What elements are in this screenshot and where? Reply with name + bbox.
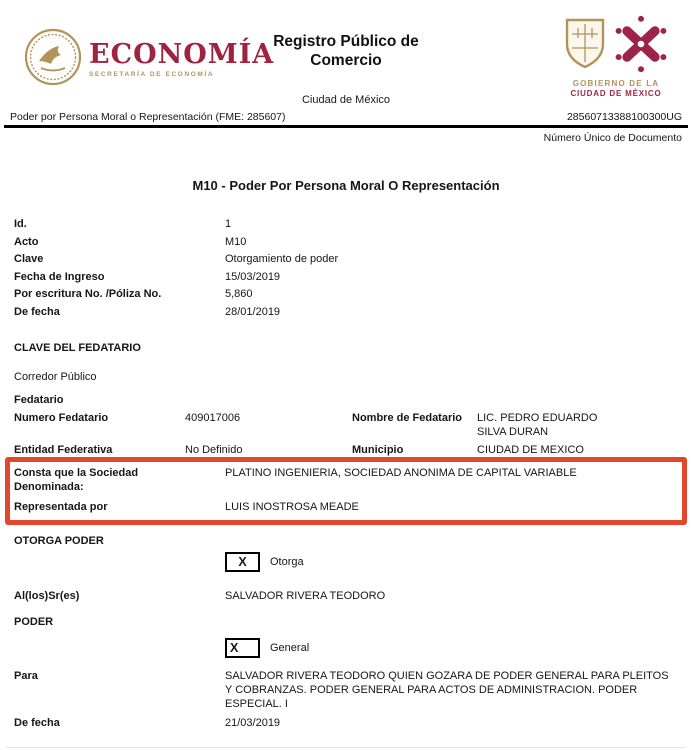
city-subtitle: Ciudad de México [301, 94, 391, 106]
clave-fedatario-heading: CLAVE DEL FEDATARIO [14, 342, 141, 354]
entidad-federativa-label: Entidad Federativa [14, 444, 113, 456]
cdmx-shield-icon [564, 18, 606, 73]
field-label-clave: Clave [14, 253, 44, 265]
cdmx-knot-icon [613, 15, 669, 76]
representada-label: Representada por [14, 501, 108, 513]
de-fecha-label: De fecha [14, 717, 60, 729]
doc-type: Poder por Persona Moral o Representación (FME: 285607) [10, 111, 286, 123]
fedatario-grid [0, 411, 692, 457]
sociedad-value: PLATINO INGENIERIA, SOCIEDAD ANONIMA DE CAPITAL VARIABLE [225, 467, 577, 479]
field-label-escritura: Por escritura No. /Póliza No. [14, 288, 162, 300]
registry-title-line2: Comercio [310, 52, 382, 69]
field-label-acto: Acto [14, 235, 39, 248]
representada-value: LUIS INOSTROSA MEADE [225, 501, 359, 513]
document-body [0, 178, 692, 730]
allos-row [0, 589, 692, 603]
general-checkbox-row [0, 638, 692, 658]
sociedad-row [10, 466, 682, 494]
field-value-de-fecha: 28/01/2019 [225, 305, 281, 318]
otorga-checkbox-row [0, 552, 692, 572]
general-checkbox-label: General [270, 642, 310, 654]
para-label: Para [14, 670, 38, 682]
doc-number-label: Número Único de Documento [543, 132, 682, 144]
cdmx-gobierno-label: GOBIERNO DE LA [572, 79, 660, 88]
de-fecha-row [0, 716, 692, 730]
cdmx-logo [552, 14, 680, 98]
field-label-id: Id. [14, 218, 27, 230]
doc-meta-row [10, 111, 682, 123]
nombre-fedatario-label: Nombre de Fedatario [352, 412, 463, 424]
field-label-de-fecha: De fecha [14, 305, 60, 318]
otorga-poder-heading: OTORGA PODER [14, 535, 104, 547]
economia-wordmark: ECONOMÍA [89, 38, 275, 70]
sociedad-label: Consta que la Sociedad Denominada: [14, 467, 139, 493]
representada-row [10, 500, 682, 514]
allos-label: Al(los)Sr(es) [14, 590, 80, 602]
cdmx-glyphs [552, 14, 680, 76]
fedatario-heading: Fedatario [14, 394, 64, 406]
de-fecha-value: 21/03/2019 [225, 717, 281, 729]
para-row [0, 669, 692, 711]
economia-subtitle: SECRETARÍA DE ECONOMÍA [89, 70, 215, 78]
allos-value: SALVADOR RIVERA TEODORO [225, 590, 386, 602]
field-value-clave: Otorgamiento de poder [225, 253, 339, 265]
field-value-acto: M10 [225, 235, 247, 248]
general-fields [0, 216, 692, 321]
otorga-checkbox: X [225, 552, 260, 572]
municipio-label: Municipio [352, 444, 404, 456]
numero-fedatario-value: 409017006 [185, 412, 241, 424]
bottom-divider [6, 747, 686, 748]
mexico-eagle-seal-icon [24, 28, 82, 89]
field-value-escritura: 5,860 [225, 288, 253, 300]
para-value: SALVADOR RIVERA TEODORO QUIEN GOZARA DE PODER GENERAL PARA PLEITOS Y COBRANZAS. PODER GENERAL PARA ACTOS DE ADMINISTRACION. PODER ESPECIAL. I [225, 670, 669, 710]
section-title: M10 - Poder Por Persona Moral O Representación [192, 178, 500, 193]
corredor-publico-text: Corredor Público [14, 371, 97, 383]
otorga-checkbox-label: Otorga [270, 556, 304, 568]
highlight-box [5, 457, 687, 525]
poder-heading: PODER [14, 616, 54, 628]
cdmx-ciudad-label: CIUDAD DE MÉXICO [570, 89, 662, 98]
doc-number: 28560713388100300UG [566, 111, 682, 123]
nombre-fedatario-value: LIC. PEDRO EDUARDO SILVA DURAN [477, 412, 598, 438]
numero-fedatario-label: Numero Fedatario [14, 412, 109, 424]
registry-title [180, 32, 512, 70]
field-value-fecha-ingreso: 15/03/2019 [225, 270, 281, 283]
document-header [0, 0, 692, 148]
general-checkbox: X [225, 638, 260, 658]
header-divider [4, 125, 688, 128]
field-label-fecha-ingreso: Fecha de Ingreso [14, 270, 105, 283]
municipio-value: CIUDAD DE MEXICO [477, 444, 584, 456]
entidad-federativa-value: No Definido [185, 444, 243, 456]
registry-title-line1: Registro Público de [273, 33, 419, 50]
field-value-id: 1 [225, 218, 232, 230]
